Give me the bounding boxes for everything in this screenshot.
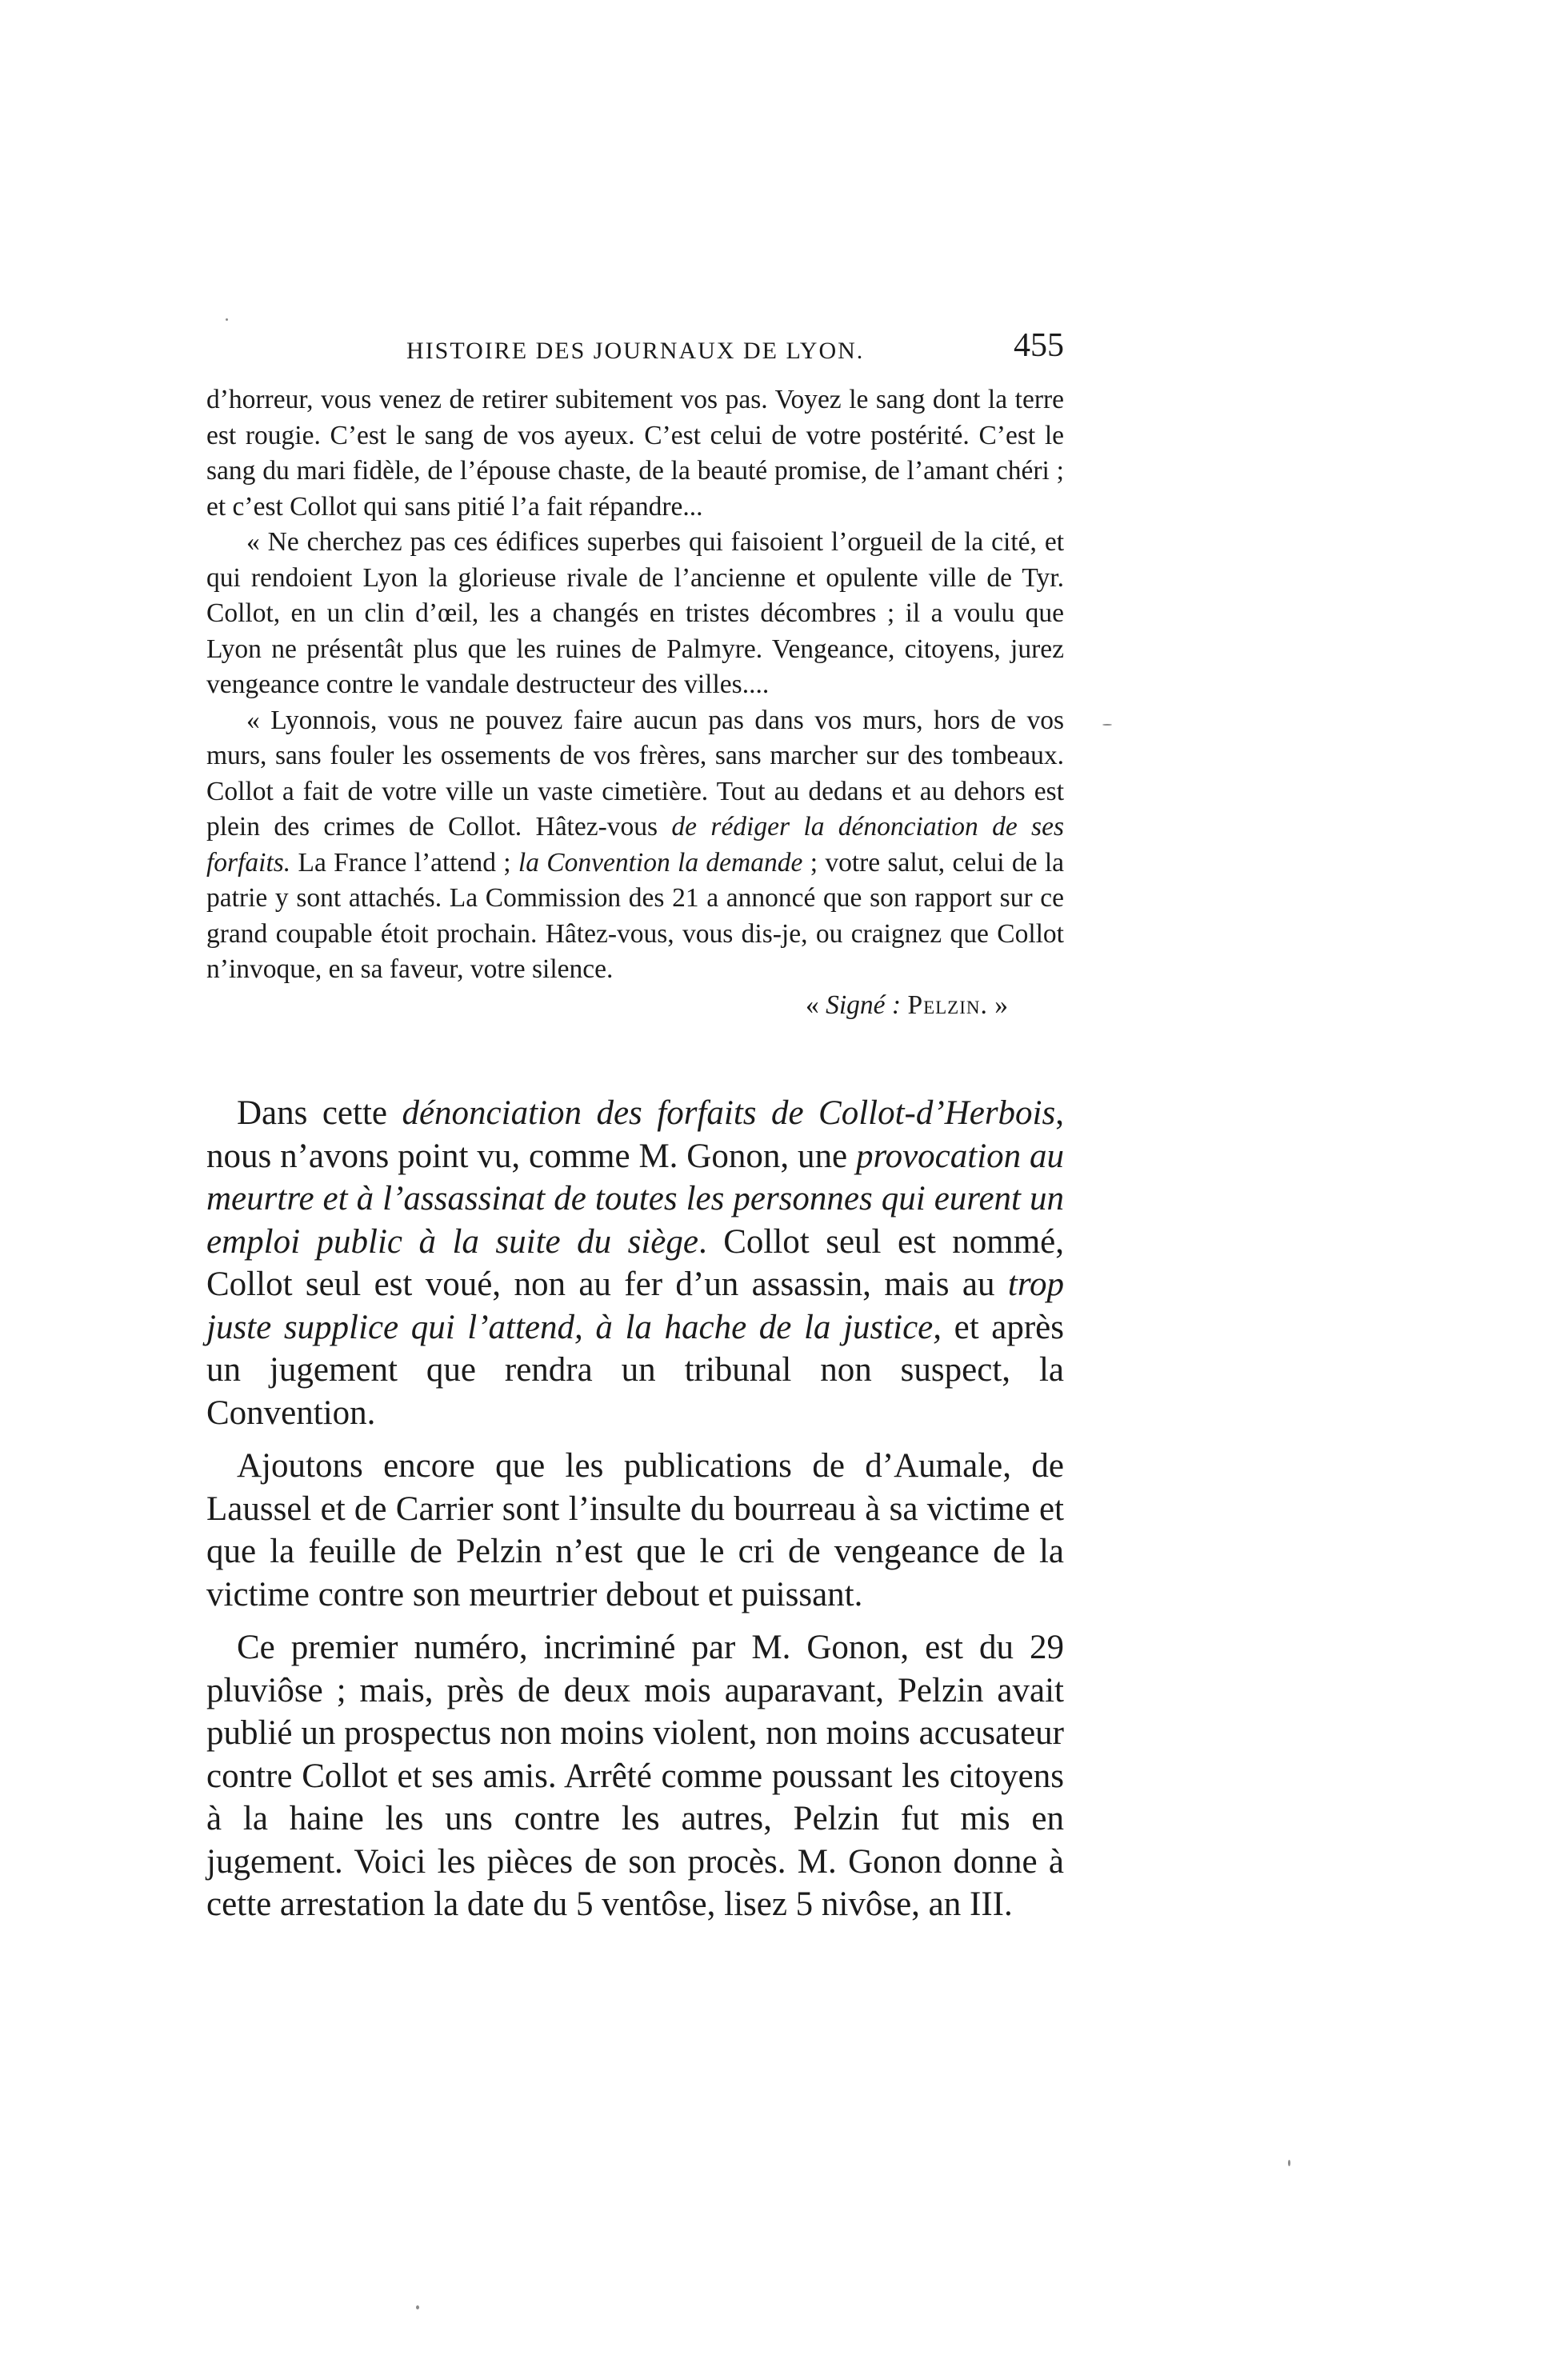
signature-line [206,988,1064,1024]
quote-italic: de rédiger la dénonciation de ses forfaits. [206,812,1064,878]
main-paragraph-2: Ajoutons encore que les publications de d’Aumale, de Laussel et de Carrier sont l’insulte du bourreau à sa victime et que la feuille de Pelzin n’est que le cri de vengeance de la victime contre son meurtrier debout et puissant. [206,1447,1064,1613]
signature-open-quote: « [805,990,826,1020]
main-text [206,1092,1064,1937]
quote-text: La France l’attend ; [290,847,518,878]
signature-close-quote: » [987,990,1008,1020]
quote-text: « Lyonnois, vous ne pouvez faire aucun pas dans vos murs, hors de vos murs, sans fouler les ossements de vos frères, sans marcher sur des tombeaux. Collot a fait de votre ville un vaste cimetière. Tout au dedans et au dehors est plein des crimes de Collot. Hâtez-vous [206,705,1064,842]
quote-paragraph-1: d’horreur, vous venez de retirer subitement vos pas. Voyez le sang dont la terre est rougie. C’est le sang de vos ayeux. C’est celui de votre postérité. C’est le sang du mari fidèle, de l’épouse chaste, de la beauté promise, de l’amant chéri ; et c’est Collot qui sans pitié l’a fait répandre... [206,385,1064,522]
paper-speck [226,318,228,321]
quoted-denunciation [206,382,1064,1023]
main-text-run: et après un jugement que rendra un tribunal non suspect, la Convention. [206,1308,1064,1432]
main-text-run: . Collot seul est nommé, Collot seul est voué, non au fer d’un assassin, mais au [206,1222,1064,1303]
quote-text: ; votre salut, celui de la patrie y sont attachés. La Commission des 21 a annoncé que son rapport sur ce grand coupable étoit prochain. Hâtez-vous, vous dis-je, ou craignez que Collot n’invoque, en sa faveur, votre silence. [206,847,1064,984]
quote-paragraph-3 [206,703,1064,988]
page-number: 455 [1014,327,1064,364]
running-head: HISTOIRE DES JOURNAUX DE LYON. [406,338,865,364]
paper-speck [416,2305,419,2309]
main-italic: dénonciation des forfaits de Collot-d’Herbois [402,1094,1056,1132]
signature-name: Pelzin. [907,990,988,1020]
main-italic: trop juste supplice qui l’attend, à la hache de la justice, [206,1265,1064,1346]
quote-paragraph-2: « Ne cherchez pas ces édifices superbes qui faisoient l’orgueil de la cité, et qui rendoient Lyon la glorieuse rivale de l’ancienne et opulente ville de Tyr. Collot, en un clin d’œil, les a changés en tristes décombres ; il a voulu que Lyon ne présentât plus que les ruines de Palmyre. Vengeance, citoyens, jurez vengeance contre le vandale destructeur des villes.... [206,527,1064,699]
quote-italic: la Convention la demande [518,847,803,878]
main-text-run: Dans cette [237,1094,402,1132]
main-paragraph-1 [206,1092,1064,1434]
main-italic: provocation au meurtre et à l’assassinat de toutes les personnes qui eurent un emploi public à la suite du siège [206,1137,1065,1261]
main-paragraph-3: Ce premier numéro, incriminé par M. Gonon, est du 29 pluviôse ; mais, près de deux mois auparavant, Pelzin avait publié un prospectus non moins violent, non moins accusateur contre Collot et ses amis. Arrêté comme poussant les citoyens à la haine les uns contre les autres, Pelzin fut mis en jugement. Voici les pièces de son procès. M. Gonon donne à cette arrestation la date du 5 ventôse, lisez 5 nivôse, an III. [206,1629,1064,1923]
signature-label: Signé : [826,990,902,1020]
paper-speck [1288,2160,1290,2166]
page-header [206,322,1064,370]
main-text-run: , nous n’avons point vu, comme M. Gonon, une [206,1094,1064,1175]
paper-speck [1102,724,1112,726]
